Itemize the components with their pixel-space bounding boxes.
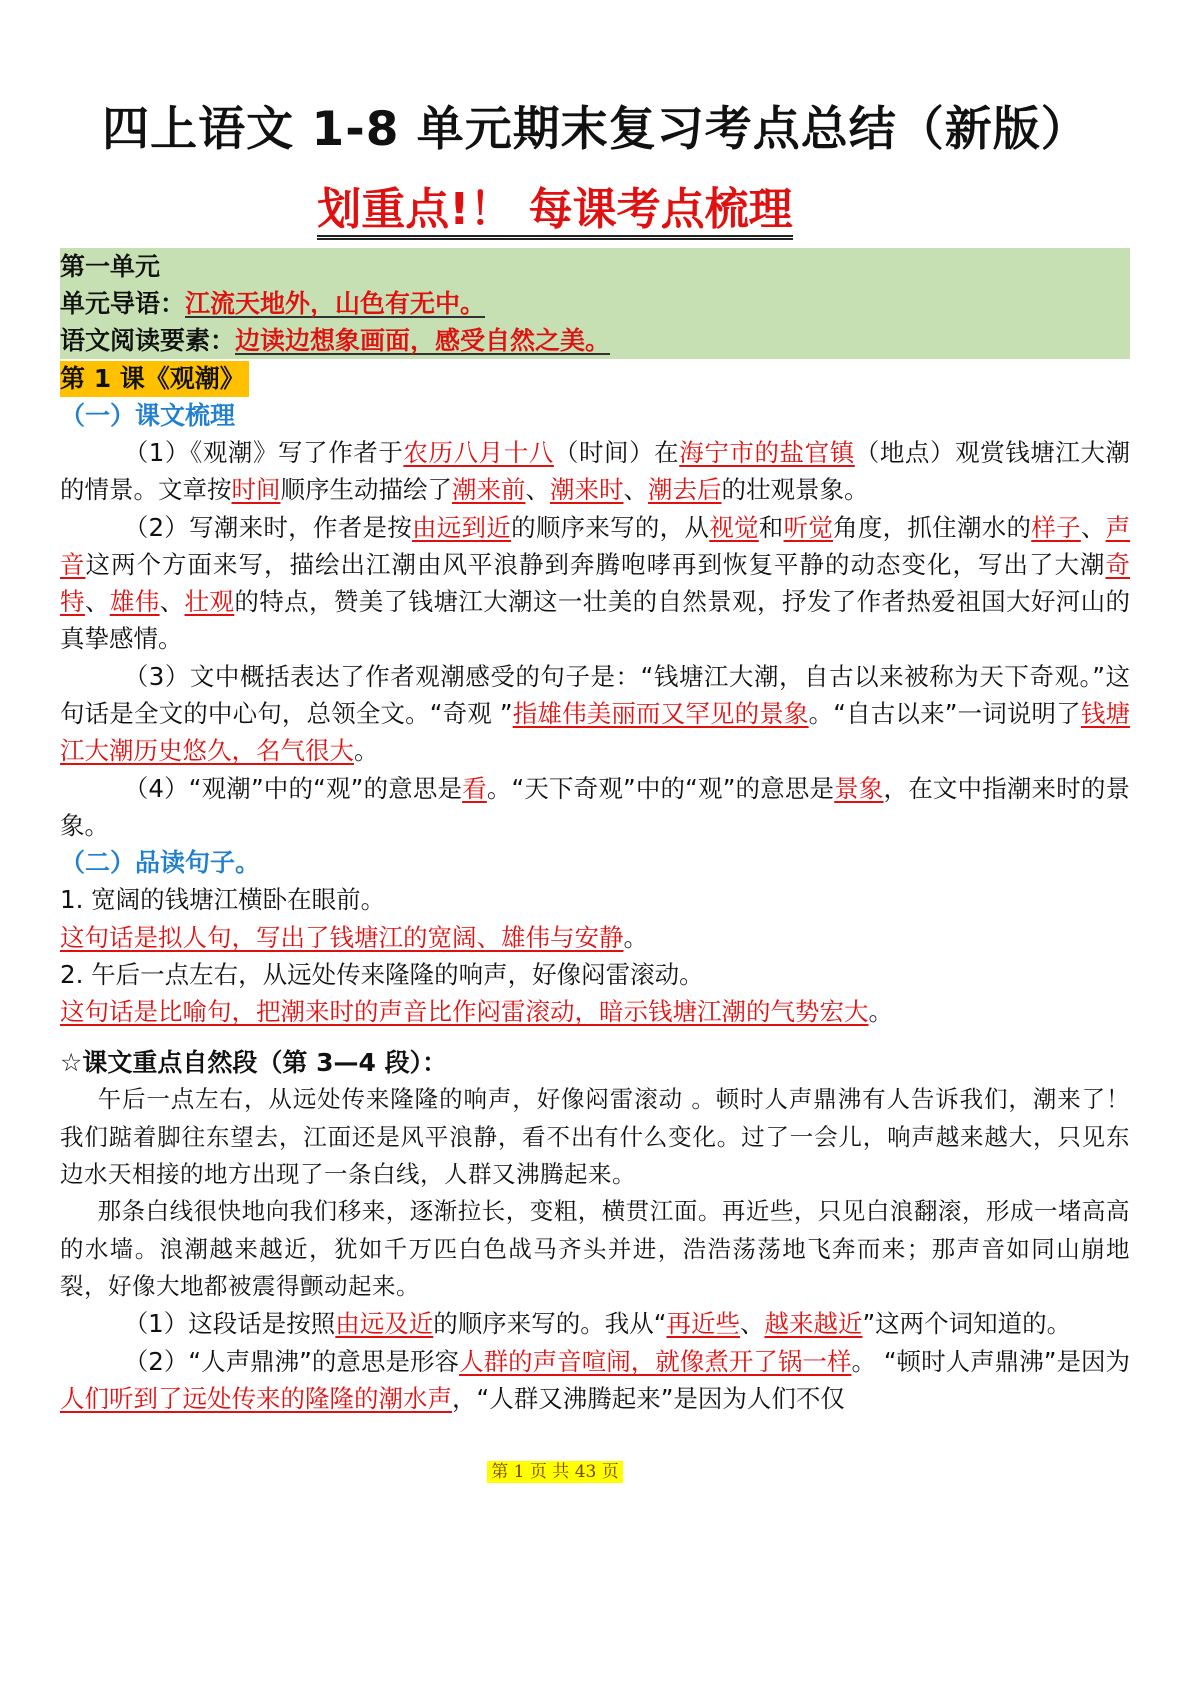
- text-segment: 。“自古以来”一词说明了: [808, 699, 1081, 729]
- lesson-content: [60, 397, 1130, 1417]
- answer-highlight: 奇特: [60, 549, 1130, 617]
- text-segment: （一）课文梳理: [60, 401, 236, 430]
- answer-highlight: 时间: [231, 475, 281, 505]
- unit-intro: [60, 285, 1130, 322]
- answer-highlight: 潮来前: [452, 475, 526, 505]
- text-segment: 、: [159, 587, 185, 617]
- subtitle-text: 划重点!！ 每课考点梳理: [317, 184, 792, 240]
- text-segment: 的特点，赞美了钱塘江大潮这一壮美的自然景观，抒发了作者热爱祖国大好河山的真挚感情。: [60, 587, 1131, 654]
- answer-highlight: 这句话是比喻句，把潮来时的声音比作闷雷滚动，暗示钱塘江潮的气势宏大: [60, 997, 869, 1027]
- paragraph: [60, 993, 1130, 1030]
- paragraph: [60, 919, 1130, 956]
- answer-highlight: 看: [462, 773, 487, 803]
- unit-header: [60, 248, 1130, 359]
- paragraph: [60, 509, 1130, 658]
- answer-highlight: 越来越近: [764, 1309, 863, 1339]
- text-segment: ”这两个词知道的。: [862, 1309, 1072, 1339]
- answer-highlight: 潮去后: [648, 475, 722, 505]
- text-segment: 午后一点左右，从远处传来隆隆的响声，好像闷雷滚动 。顿时人声鼎沸有人告诉我们，潮来了！我们踮着脚往东望去，江面还是风平浪静，看不出有什么变化。过了一会儿，响声越来越大，只见东边水天相接的地方出现了一条白线，人群又沸腾起来。: [60, 1085, 1130, 1189]
- answer-highlight: 样子: [1031, 512, 1081, 542]
- page-footer: [0, 1457, 1110, 1482]
- answer-highlight: 农历八月十八: [403, 438, 554, 467]
- text-segment: ☆课文重点自然段（第 3—4 段）：: [60, 1048, 448, 1078]
- answer-highlight: 指雄伟美丽而又罕见的景象: [512, 699, 809, 729]
- text-segment: 。: [354, 736, 379, 766]
- text-segment: ，“人群又沸腾起来”是因为人们不仅: [452, 1383, 845, 1413]
- text-segment: （时间）在: [553, 438, 680, 467]
- text-segment: 、: [1080, 512, 1106, 542]
- answer-highlight: 听觉: [783, 512, 834, 542]
- paragraph: [60, 434, 1130, 509]
- unit-intro-label: 单元导语：: [60, 289, 186, 318]
- text-segment: 、: [525, 475, 550, 505]
- answer-highlight: 声音: [60, 512, 1131, 579]
- answer-highlight: 人们听到了远处传来的隆隆的潮水声: [60, 1383, 452, 1413]
- answer-highlight: 海宁市的盐官镇: [679, 438, 855, 467]
- answer-highlight: 由远到近: [412, 512, 512, 542]
- text-segment: （1）《观潮》写了作者于: [123, 438, 404, 467]
- text-segment: 角度，抓住潮水的: [833, 512, 1032, 542]
- text-segment: 、: [739, 1309, 765, 1339]
- text-segment: 的顺序来写的，从: [511, 512, 710, 542]
- subtitle: [0, 182, 1110, 238]
- answer-highlight: 由远及近: [335, 1309, 434, 1339]
- answer-highlight: 雄伟: [109, 587, 160, 617]
- paragraph: [60, 956, 1130, 993]
- text-segment: 那条白线很快地向我们移来，逐渐拉长，变粗，横贯江面。再近些，只见白浪翻滚，形成一堵高高的水墙。浪潮越来越近，犹如千万匹白色战马齐头并进，浩浩荡荡地飞奔而来；那声音如同山崩地裂，好像大地都被震得颤动起来。: [60, 1197, 1130, 1300]
- paragraph: [60, 658, 1130, 770]
- text-segment: （二）品读句子。: [60, 848, 261, 878]
- answer-highlight: 潮来时: [550, 475, 624, 505]
- text-segment: 、: [623, 475, 648, 505]
- text-segment: 。“天下奇观”中的“观”的意思是: [486, 773, 835, 803]
- text-segment: （4）“观潮”中的“观”的意思是: [123, 773, 463, 803]
- text-segment: 这两个方面来写，描绘出江潮由风平浪静到奔腾咆哮再到恢复平静的动态变化，写出了大潮: [85, 549, 1106, 579]
- text-segment: 、: [84, 587, 110, 617]
- text-segment: （2）“人声鼎沸”的意思是形容: [123, 1346, 460, 1376]
- document-title: 四上语文 1-8 单元期末复习考点总结（新版）: [102, 102, 1089, 157]
- section-heading: [60, 844, 1130, 881]
- text-segment: 和: [758, 512, 784, 542]
- text-segment: ，在文中指潮来时的景象。: [60, 773, 1131, 840]
- unit-element-text: 边读边想象画面，感受自然之美。: [235, 326, 611, 355]
- text-segment: 。 “顿时人声鼎沸”是因为: [851, 1346, 1130, 1376]
- text-segment: 1. 宽阔的钱塘江横卧在眼前。: [60, 885, 386, 915]
- unit-reading-element: [60, 322, 1130, 359]
- unit-element-label: 语文阅读要素：: [60, 326, 236, 355]
- answer-highlight: 视觉: [709, 512, 759, 542]
- key-paragraph-heading: [60, 1044, 1130, 1081]
- text-segment: （3）文中概括表达了作者观潮感受的句子是：“钱塘江大潮，自古以来被称为天下奇观。”这句话是全文的中心句，总领全文。“奇观 ”: [60, 661, 1130, 729]
- answer-highlight: 再近些: [666, 1309, 740, 1339]
- paragraph: [60, 1305, 1130, 1342]
- unit-intro-text: 江流天地外，山色有无中。: [185, 289, 486, 318]
- text-segment: 的壮观景象。: [721, 475, 869, 505]
- document-body: [60, 248, 1130, 1417]
- unit-name: 第一单元: [60, 252, 161, 281]
- paragraph: [60, 1343, 1130, 1418]
- answer-highlight: 钱塘江大潮历史悠久，名气很大: [60, 699, 1131, 766]
- page-number: 第 1 页 共 43 页: [487, 1461, 622, 1483]
- answer-highlight: 壮观: [184, 587, 235, 617]
- answer-highlight: 人群的声音喧闹，就像煮开了锅一样: [459, 1346, 852, 1376]
- excerpt-paragraph: [60, 1081, 1130, 1193]
- answer-highlight: 景象: [834, 773, 884, 803]
- text-segment: （地点）观赏钱塘江大潮的情景。文章按: [60, 438, 1131, 505]
- section-heading: [60, 397, 1130, 434]
- text-segment: 。: [623, 922, 648, 952]
- answer-highlight: 这句话是拟人句，写出了钱塘江的宽阔、雄伟与安静: [60, 922, 624, 952]
- text-segment: （1）这段话是按照: [123, 1309, 336, 1339]
- paragraph: [60, 881, 1130, 918]
- text-segment: （2）写潮来时，作者是按: [123, 512, 412, 542]
- text-segment: 。: [868, 997, 893, 1027]
- text-segment: 的顺序来写的。我从“: [433, 1309, 667, 1339]
- text-segment: 2. 午后一点左右，从远处传来隆隆的响声，好像闷雷滚动。: [60, 959, 704, 989]
- text-segment: 顺序生动描绘了: [280, 475, 452, 505]
- lesson-title: 第 1 课《观潮》: [60, 361, 249, 397]
- paragraph: [60, 770, 1130, 845]
- excerpt-paragraph: [60, 1193, 1130, 1305]
